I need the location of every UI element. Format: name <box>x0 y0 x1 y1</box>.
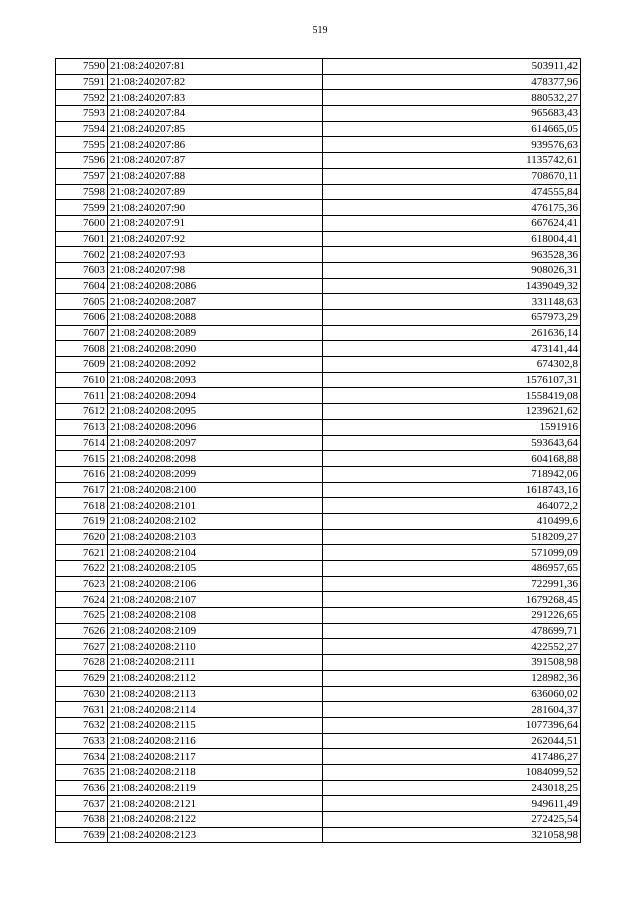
table-row <box>56 106 581 122</box>
table-row <box>56 764 581 780</box>
value-cell: 657973,29 <box>323 310 581 326</box>
cadastral-number-cell: 21:08:240207:85 <box>108 121 323 137</box>
cadastral-number-cell: 21:08:240208:2103 <box>108 529 323 545</box>
row-number-cell: 7600 <box>56 215 108 231</box>
value-cell: 391508,98 <box>323 655 581 671</box>
cadastral-number-cell: 21:08:240208:2089 <box>108 325 323 341</box>
row-number-cell: 7609 <box>56 357 108 373</box>
cadastral-number-cell: 21:08:240208:2093 <box>108 372 323 388</box>
row-number-cell: 7631 <box>56 702 108 718</box>
table-row <box>56 404 581 420</box>
table-row <box>56 576 581 592</box>
table-row <box>56 278 581 294</box>
cadastral-number-cell: 21:08:240208:2113 <box>108 686 323 702</box>
cadastral-number-cell: 21:08:240208:2099 <box>108 466 323 482</box>
table-row <box>56 294 581 310</box>
cadastral-number-cell: 21:08:240207:90 <box>108 200 323 216</box>
row-number-cell: 7624 <box>56 592 108 608</box>
cadastral-number-cell: 21:08:240208:2094 <box>108 388 323 404</box>
table-row <box>56 686 581 702</box>
page-number: 519 <box>312 25 328 36</box>
row-number-cell: 7620 <box>56 529 108 545</box>
value-cell: 331148,63 <box>323 294 581 310</box>
table-row <box>56 153 581 169</box>
row-number-cell: 7625 <box>56 608 108 624</box>
cadastral-number-cell: 21:08:240208:2101 <box>108 498 323 514</box>
table-row <box>56 168 581 184</box>
row-number-cell: 7606 <box>56 310 108 326</box>
value-cell: 417486,27 <box>323 749 581 765</box>
value-cell: 410499,6 <box>323 513 581 529</box>
cadastral-number-cell: 21:08:240208:2112 <box>108 670 323 686</box>
table-row <box>56 482 581 498</box>
row-number-cell: 7612 <box>56 404 108 420</box>
table-row <box>56 812 581 828</box>
row-number-cell: 7633 <box>56 733 108 749</box>
value-cell: 1239621,62 <box>323 404 581 420</box>
table-row <box>56 733 581 749</box>
value-cell: 474555,84 <box>323 184 581 200</box>
table-row <box>56 184 581 200</box>
value-cell: 1618743,16 <box>323 482 581 498</box>
cadastral-number-cell: 21:08:240208:2118 <box>108 764 323 780</box>
value-cell: 571099,09 <box>323 545 581 561</box>
value-cell: 422552,27 <box>323 639 581 655</box>
row-number-cell: 7613 <box>56 419 108 435</box>
cadastral-number-cell: 21:08:240207:82 <box>108 74 323 90</box>
value-cell: 1077396,64 <box>323 717 581 733</box>
row-number-cell: 7592 <box>56 90 108 106</box>
table-row <box>56 796 581 812</box>
row-number-cell: 7611 <box>56 388 108 404</box>
value-cell: 478699,71 <box>323 623 581 639</box>
cadastral-number-cell: 21:08:240208:2117 <box>108 749 323 765</box>
value-cell: 261636,14 <box>323 325 581 341</box>
value-cell: 718942,06 <box>323 466 581 482</box>
row-number-cell: 7629 <box>56 670 108 686</box>
row-number-cell: 7618 <box>56 498 108 514</box>
value-cell: 604168,88 <box>323 451 581 467</box>
value-cell: 262044,51 <box>323 733 581 749</box>
value-cell: 965683,43 <box>323 106 581 122</box>
value-cell: 321058,98 <box>323 827 581 843</box>
row-number-cell: 7615 <box>56 451 108 467</box>
row-number-cell: 7617 <box>56 482 108 498</box>
cadastral-number-cell: 21:08:240208:2090 <box>108 341 323 357</box>
row-number-cell: 7623 <box>56 576 108 592</box>
value-cell: 464072,2 <box>323 498 581 514</box>
table-row <box>56 310 581 326</box>
cadastral-number-cell: 21:08:240208:2102 <box>108 513 323 529</box>
value-cell: 939576,63 <box>323 137 581 153</box>
row-number-cell: 7601 <box>56 231 108 247</box>
value-cell: 708670,11 <box>323 168 581 184</box>
row-number-cell: 7621 <box>56 545 108 561</box>
cadastral-number-cell: 21:08:240208:2122 <box>108 812 323 828</box>
row-number-cell: 7634 <box>56 749 108 765</box>
value-cell: 636060,02 <box>323 686 581 702</box>
row-number-cell: 7594 <box>56 121 108 137</box>
table-row <box>56 702 581 718</box>
cadastral-number-cell: 21:08:240208:2115 <box>108 717 323 733</box>
cadastral-number-cell: 21:08:240207:92 <box>108 231 323 247</box>
row-number-cell: 7599 <box>56 200 108 216</box>
cadastral-number-cell: 21:08:240208:2087 <box>108 294 323 310</box>
value-cell: 272425,54 <box>323 812 581 828</box>
table-row <box>56 372 581 388</box>
table-row <box>56 749 581 765</box>
row-number-cell: 7614 <box>56 435 108 451</box>
cadastral-number-cell: 21:08:240207:88 <box>108 168 323 184</box>
row-number-cell: 7636 <box>56 780 108 796</box>
cadastral-number-cell: 21:08:240208:2088 <box>108 310 323 326</box>
table-row <box>56 513 581 529</box>
table-row <box>56 780 581 796</box>
table-row <box>56 247 581 263</box>
row-number-cell: 7604 <box>56 278 108 294</box>
value-cell: 243018,25 <box>323 780 581 796</box>
table-row <box>56 623 581 639</box>
cadastral-number-cell: 21:08:240207:98 <box>108 262 323 278</box>
row-number-cell: 7598 <box>56 184 108 200</box>
value-cell: 614665,05 <box>323 121 581 137</box>
cadastral-number-cell: 21:08:240207:84 <box>108 106 323 122</box>
value-cell: 880532,27 <box>323 90 581 106</box>
value-cell: 722991,36 <box>323 576 581 592</box>
value-cell: 478377,96 <box>323 74 581 90</box>
value-cell: 908026,31 <box>323 262 581 278</box>
value-cell: 1591916 <box>323 419 581 435</box>
data-table <box>55 58 581 843</box>
cadastral-number-cell: 21:08:240208:2086 <box>108 278 323 294</box>
cadastral-number-cell: 21:08:240208:2096 <box>108 419 323 435</box>
table-row <box>56 59 581 75</box>
row-number-cell: 7626 <box>56 623 108 639</box>
value-cell: 1679268,45 <box>323 592 581 608</box>
cadastral-number-cell: 21:08:240207:91 <box>108 215 323 231</box>
row-number-cell: 7639 <box>56 827 108 843</box>
table-row <box>56 592 581 608</box>
cadastral-number-cell: 21:08:240208:2114 <box>108 702 323 718</box>
cadastral-number-cell: 21:08:240207:83 <box>108 90 323 106</box>
value-cell: 281604,37 <box>323 702 581 718</box>
row-number-cell: 7610 <box>56 372 108 388</box>
row-number-cell: 7632 <box>56 717 108 733</box>
row-number-cell: 7627 <box>56 639 108 655</box>
cadastral-number-cell: 21:08:240208:2106 <box>108 576 323 592</box>
cadastral-number-cell: 21:08:240208:2121 <box>108 796 323 812</box>
table-row <box>56 121 581 137</box>
row-number-cell: 7608 <box>56 341 108 357</box>
cadastral-number-cell: 21:08:240207:93 <box>108 247 323 263</box>
row-number-cell: 7630 <box>56 686 108 702</box>
value-cell: 674302,8 <box>323 357 581 373</box>
value-cell: 503911,42 <box>323 59 581 75</box>
cadastral-number-cell: 21:08:240208:2116 <box>108 733 323 749</box>
row-number-cell: 7595 <box>56 137 108 153</box>
table-row <box>56 357 581 373</box>
cadastral-number-cell: 21:08:240207:87 <box>108 153 323 169</box>
table-row <box>56 717 581 733</box>
table-row <box>56 137 581 153</box>
table-row <box>56 388 581 404</box>
cadastral-number-cell: 21:08:240208:2108 <box>108 608 323 624</box>
row-number-cell: 7638 <box>56 812 108 828</box>
value-cell: 128982,36 <box>323 670 581 686</box>
value-cell: 963528,36 <box>323 247 581 263</box>
table-row <box>56 670 581 686</box>
table-row <box>56 231 581 247</box>
row-number-cell: 7619 <box>56 513 108 529</box>
table-row <box>56 639 581 655</box>
row-number-cell: 7628 <box>56 655 108 671</box>
row-number-cell: 7597 <box>56 168 108 184</box>
cadastral-number-cell: 21:08:240207:81 <box>108 59 323 75</box>
value-cell: 518209,27 <box>323 529 581 545</box>
value-cell: 593643,64 <box>323 435 581 451</box>
value-cell: 1576107,31 <box>323 372 581 388</box>
cadastral-number-cell: 21:08:240208:2119 <box>108 780 323 796</box>
table-row <box>56 419 581 435</box>
cadastral-number-cell: 21:08:240208:2100 <box>108 482 323 498</box>
table-row <box>56 90 581 106</box>
value-cell: 473141,44 <box>323 341 581 357</box>
cadastral-number-cell: 21:08:240208:2095 <box>108 404 323 420</box>
table-row <box>56 200 581 216</box>
row-number-cell: 7607 <box>56 325 108 341</box>
table-row <box>56 608 581 624</box>
table-row <box>56 827 581 843</box>
table-row <box>56 529 581 545</box>
table-row <box>56 435 581 451</box>
value-cell: 667624,41 <box>323 215 581 231</box>
value-cell: 1558419,08 <box>323 388 581 404</box>
cadastral-number-cell: 21:08:240208:2110 <box>108 639 323 655</box>
table-row <box>56 451 581 467</box>
table-row <box>56 74 581 90</box>
value-cell: 291226,65 <box>323 608 581 624</box>
cadastral-number-cell: 21:08:240208:2097 <box>108 435 323 451</box>
row-number-cell: 7616 <box>56 466 108 482</box>
row-number-cell: 7603 <box>56 262 108 278</box>
row-number-cell: 7637 <box>56 796 108 812</box>
table-row <box>56 341 581 357</box>
value-cell: 1084099,52 <box>323 764 581 780</box>
row-number-cell: 7635 <box>56 764 108 780</box>
table-row <box>56 561 581 577</box>
value-cell: 618004,41 <box>323 231 581 247</box>
cadastral-number-cell: 21:08:240208:2107 <box>108 592 323 608</box>
cadastral-number-cell: 21:08:240208:2123 <box>108 827 323 843</box>
table-row <box>56 466 581 482</box>
table-row <box>56 545 581 561</box>
table-row <box>56 215 581 231</box>
cadastral-number-cell: 21:08:240207:89 <box>108 184 323 200</box>
value-cell: 476175,36 <box>323 200 581 216</box>
cadastral-number-cell: 21:08:240208:2105 <box>108 561 323 577</box>
row-number-cell: 7602 <box>56 247 108 263</box>
table-row <box>56 498 581 514</box>
cadastral-number-cell: 21:08:240208:2109 <box>108 623 323 639</box>
row-number-cell: 7605 <box>56 294 108 310</box>
cadastral-number-cell: 21:08:240208:2104 <box>108 545 323 561</box>
table-body <box>56 59 581 843</box>
value-cell: 1135742,61 <box>323 153 581 169</box>
cadastral-number-cell: 21:08:240208:2092 <box>108 357 323 373</box>
row-number-cell: 7596 <box>56 153 108 169</box>
row-number-cell: 7590 <box>56 59 108 75</box>
value-cell: 1439049,32 <box>323 278 581 294</box>
cadastral-number-cell: 21:08:240208:2111 <box>108 655 323 671</box>
row-number-cell: 7622 <box>56 561 108 577</box>
cadastral-number-cell: 21:08:240207:86 <box>108 137 323 153</box>
row-number-cell: 7591 <box>56 74 108 90</box>
cadastral-number-cell: 21:08:240208:2098 <box>108 451 323 467</box>
value-cell: 949611,49 <box>323 796 581 812</box>
table-row <box>56 655 581 671</box>
table-row <box>56 262 581 278</box>
table-row <box>56 325 581 341</box>
row-number-cell: 7593 <box>56 106 108 122</box>
value-cell: 486957,65 <box>323 561 581 577</box>
